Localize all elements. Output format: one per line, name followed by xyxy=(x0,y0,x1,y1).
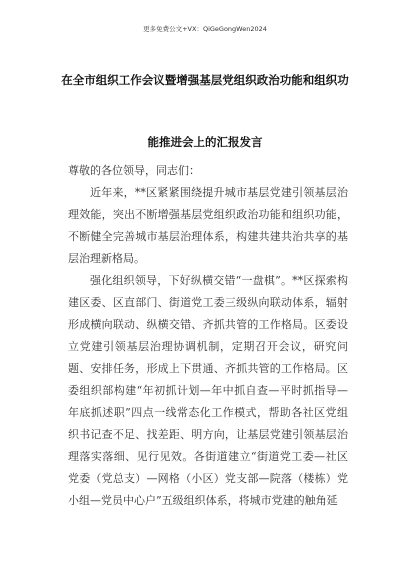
document-title-line-1: 在全市组织工作会议暨增强基层党组织政治功能和组织功 xyxy=(61,73,349,87)
paragraph-2: 强化组织领导，下好纵横交错“一盘棋”。**区探索构建区委、区直部门、街道党工委三级纵向联动体系，辐射形成横向联动、纵横交错、齐抓共管的工作格局。区委设立党建引领基层治理协调机制，定期召开会议，研究问题、安排任务，形成上下贯通、齐抓共管的工作格局。区委组织部构建“年初抓计划—年中抓自查—平时抓指导—年底抓述职”四点一线常态化工作模式，帮助各社区党组织书记查不足、找差距、明方向，让基层党建引领基层治理落实落细、见行见效。各街道建立“街道党工委—社区党委（党总支）—网格（小区）党支部—院落（楼栋）党小组—党员中心户”五级组织体系，将城市党建的触角延 xyxy=(68,274,348,507)
document-title-line-2: 能推进会上的汇报发言 xyxy=(147,135,263,149)
salutation: 尊敬的各位领导，同志们： xyxy=(68,164,200,177)
paragraph-1: 近年来，**区紧紧围绕提升城市基层党建引领基层治理效能，突出不断增强基层党组织政治功能和组织功能，不断健全完善城市基层治理体系，构建共建共治共享的基层治理新格局。 xyxy=(68,186,348,265)
header-note: 更多免费公文+VX：QiGeGongWen2024 xyxy=(143,25,267,33)
